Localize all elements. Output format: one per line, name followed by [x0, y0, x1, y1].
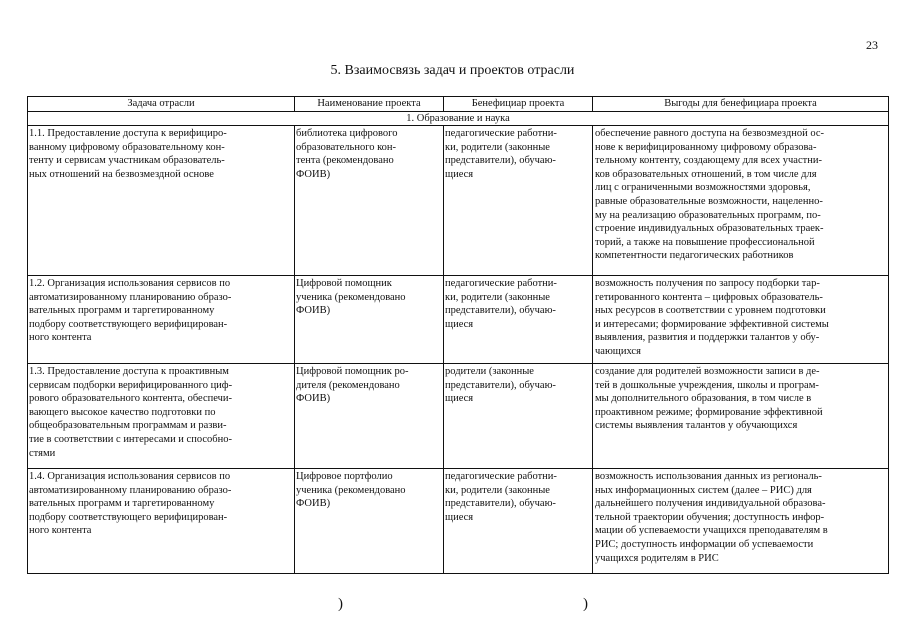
benefits-cell-line: лиц с ограниченными возможностями здоровья, [595, 182, 811, 194]
benefits-cell-line: компетентности педагогических работников [595, 250, 794, 262]
beneficiary-cell-line: представители), обучаю- [445, 498, 556, 510]
task-cell-line: ванному цифровому образовательному кон- [29, 141, 225, 153]
benefits-cell-line: тельному контенту, создающему для всех участни- [595, 155, 822, 167]
beneficiary-cell-line: представители), обучаю- [445, 379, 556, 391]
task-cell-line: автоматизированному планированию образо- [29, 484, 232, 496]
task-cell-line: подбору соответствующего верифицирован- [29, 511, 228, 523]
table-border [27, 96, 28, 574]
beneficiary-cell-line: ки, родители (законные [445, 484, 550, 496]
benefits-cell-line: ков образовательных отношений, в том числе для [595, 168, 817, 180]
header-project: Наименование проекта [317, 98, 421, 109]
project-cell-line: Цифровой помощник [296, 278, 392, 289]
benefits-cell-line: равные образовательные возможности, нацеленно- [595, 196, 823, 207]
project-cell-line: ФОИВ) [296, 393, 331, 405]
column-divider [592, 125, 593, 574]
benefits-cell-line: обеспечение равного доступа на безвозмездной ос- [595, 128, 824, 139]
benefits-cell-line: дальнейшего получения индивидуальной образова- [595, 498, 826, 510]
project-cell-line: ученика (рекомендовано [296, 484, 406, 496]
column-divider [443, 125, 444, 574]
project-cell-line: тента (рекомендовано [296, 155, 394, 167]
beneficiary-cell-line: щиеся [445, 511, 474, 523]
task-cell-line: ного контента [29, 525, 92, 537]
benefits-cell-line: возможность получения по запросу подборки тар- [595, 278, 820, 289]
task-cell-line: 1.4. Организация использования сервисов по [29, 471, 231, 482]
benefits-cell-line: мации об успеваемости учащихся преподавателям в [595, 525, 828, 537]
task-cell-line: рового образовательного контента, обеспечи- [29, 393, 233, 405]
task-cell-line: ных отношений на безвозмездной основе [29, 168, 214, 180]
page-number: 23 [866, 38, 878, 52]
benefits-cell-line: чающихся [595, 346, 641, 357]
project-cell-line: дителя (рекомендовано [296, 379, 400, 391]
benefits-cell-line: му на реализацию образовательных программ, по- [595, 209, 821, 221]
benefits-cell-line: ных информационных систем (далее – РИС) для [595, 484, 812, 496]
project-cell-line: ФОИВ) [296, 498, 331, 510]
benefits-cell-line: РИС; доступность информации об успеваемости [595, 539, 814, 550]
task-cell-line: общеобразовательным программам и разви- [29, 420, 227, 432]
beneficiary-cell-line: представители), обучаю- [445, 155, 556, 167]
column-divider [294, 96, 295, 111]
project-cell-line: ФОИВ) [296, 305, 331, 317]
task-cell-line: 1.1. Предоставление доступа к верифициро- [29, 128, 227, 139]
footer-mark: ) [583, 596, 588, 612]
page-title: 5. Взаимосвязь задач и проектов отрасли [330, 63, 575, 78]
project-cell-line: образовательного кон- [296, 141, 397, 153]
task-cell-line: вающего высокое качество подготовки по [29, 406, 216, 418]
task-cell-line: 1.3. Предоставление доступа к проактивным [29, 366, 229, 377]
table-rule [27, 468, 889, 469]
project-cell-line: библиотека цифрового [296, 128, 398, 139]
beneficiary-cell-line: представители), обучаю- [445, 305, 556, 317]
section-title: 1. Образование и наука [406, 113, 510, 124]
benefits-cell-line: создание для родителей возможности записи в де- [595, 366, 820, 377]
benefits-cell-line: торий, а также на повышение профессиональной [595, 236, 815, 248]
benefits-cell-line: тельной траектории обучения; доступность инфор- [595, 511, 825, 523]
column-divider [592, 96, 593, 111]
task-cell-line: стями [29, 447, 56, 459]
footer-mark: ) [338, 596, 343, 612]
benefits-cell-line: ных ресурсов в соответствии с уровнем подготовки [595, 305, 826, 317]
task-cell-line: тие в соответствии с интересами и способно- [29, 434, 232, 445]
benefits-cell-line: проактивном режиме; формирование эффективной [595, 406, 823, 418]
header-benefits: Выгоды для бенефициара проекта [664, 98, 817, 109]
table-rule [27, 125, 889, 126]
header-beneficiary: Бенефициар проекта [471, 98, 565, 109]
benefits-cell-line: и интересами; формирование эффективной системы [595, 318, 829, 330]
task-cell-line: вательных программ и таргетированному [29, 498, 215, 510]
task-cell-line: ного контента [29, 332, 92, 344]
task-cell-line: 1.2. Организация использования сервисов по [29, 278, 231, 289]
benefits-cell-line: выявления, развития и поддержки талантов у обу- [595, 332, 820, 344]
beneficiary-cell-line: ки, родители (законные [445, 291, 550, 303]
table-rule [27, 363, 889, 364]
benefits-cell-line: тей в дошкольные учреждения, школы и програм- [595, 379, 819, 391]
table-rule [27, 96, 889, 97]
table-rule [27, 573, 889, 574]
benefits-cell-line: возможность использования данных из региональ- [595, 471, 822, 482]
column-divider [443, 96, 444, 111]
benefits-cell-line: мы дополнительного образования, в том числе в [595, 393, 812, 405]
beneficiary-cell-line: ки, родители (законные [445, 141, 550, 153]
project-cell-line: ФОИВ) [296, 168, 331, 180]
beneficiary-cell-line: щиеся [445, 393, 474, 405]
table-border [888, 96, 889, 574]
benefits-cell-line: строение индивидуальных образовательных траек- [595, 223, 824, 235]
benefits-cell-line: учащихся родителям в РИС [595, 552, 719, 564]
beneficiary-cell-line: педагогические работни- [445, 471, 557, 482]
header-task: Задача отрасли [127, 98, 195, 109]
task-cell-line: подбору соответствующего верифицирован- [29, 318, 228, 330]
task-cell-line: автоматизированному планированию образо- [29, 291, 232, 303]
project-cell-line: Цифровое портфолио [296, 471, 393, 482]
project-cell-line: Цифровой помощник ро- [296, 366, 409, 377]
beneficiary-cell-line: щиеся [445, 168, 474, 180]
column-divider [294, 125, 295, 574]
beneficiary-cell-line: родители (законные [445, 366, 534, 377]
task-cell-line: вательных программ и таргетированному [29, 305, 215, 317]
beneficiary-cell-line: педагогические работни- [445, 128, 557, 139]
table-rule [27, 275, 889, 276]
table-rule [27, 111, 889, 112]
benefits-cell-line: системы выявления талантов у обучающихся [595, 420, 798, 432]
task-cell-line: тенту и сервисам участникам образователь- [29, 155, 225, 167]
beneficiary-cell-line: педагогические работни- [445, 278, 557, 289]
benefits-cell-line: нове к верифицированному цифровому образова- [595, 141, 817, 153]
task-cell-line: сервисам подборки верифицированного циф- [29, 379, 233, 391]
benefits-cell-line: гетированного контента – цифровых образователь- [595, 291, 823, 303]
project-cell-line: ученика (рекомендовано [296, 291, 406, 303]
beneficiary-cell-line: щиеся [445, 318, 474, 330]
